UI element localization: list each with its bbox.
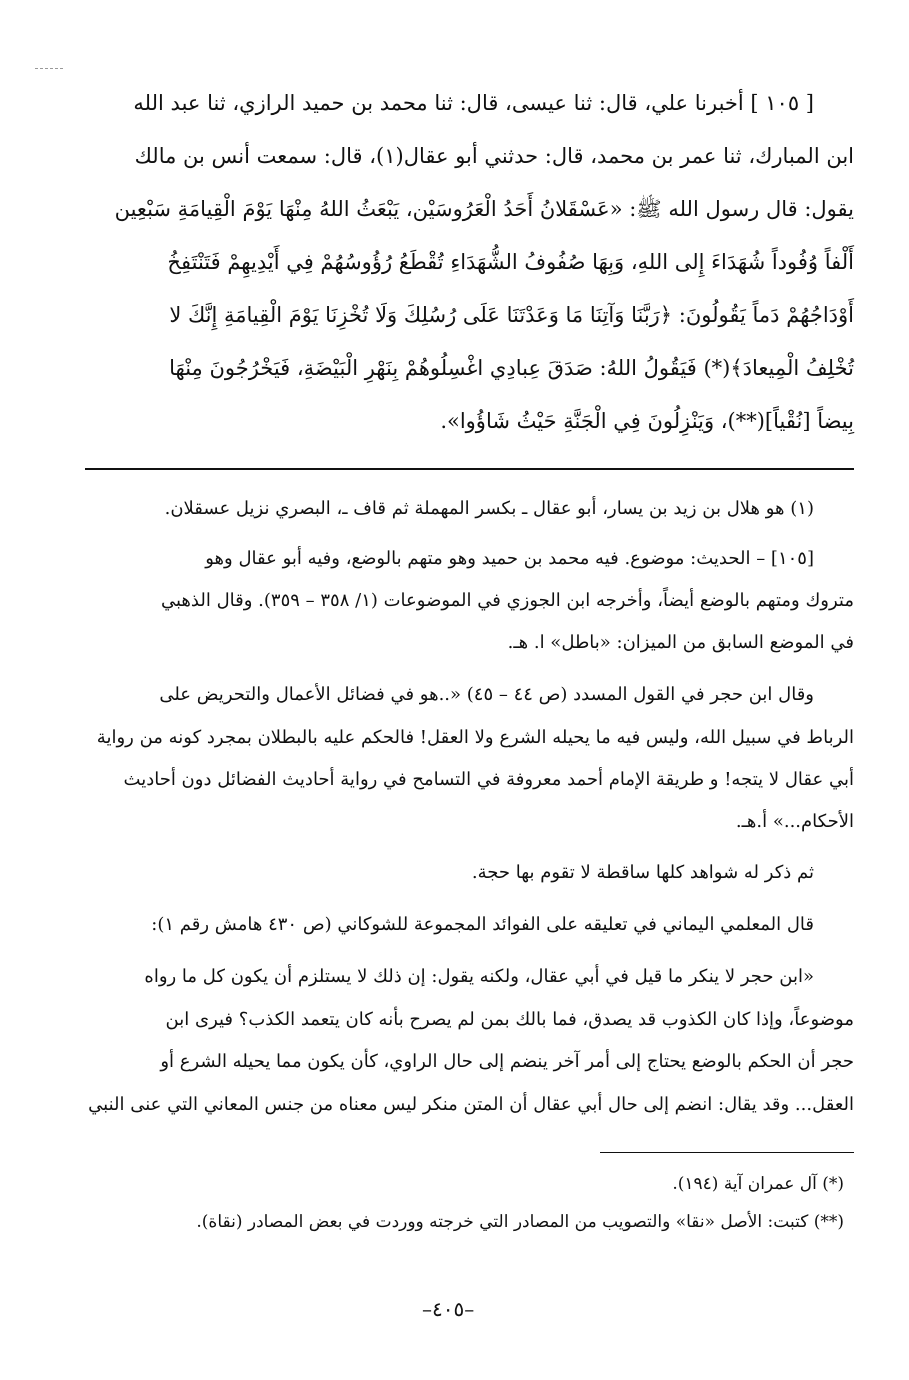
main-line-1: [ ١٠٥ ] أخبرنا علي، قال: ثنا عيسى، قال: ثنا محمد بن حميد الرازي، ثنا عبد الله	[133, 91, 814, 115]
main-line-4: أَلْفاً وُفُوداً شُهَدَاءَ إِلى اللهِ، وَبِهَا صُفُوفُ الشُّهَدَاءِ تُقْطَعُ رُؤُوسُهُمْ فِي أَيْدِيهِمْ فَتَنْتَفِخُ	[167, 250, 854, 274]
star-notes-separator	[600, 1152, 854, 1153]
main-line-7: بِيضاً [نُقْياً](**)، وَيَنْزِلُونَ فِي الْجَنَّةِ حَيْثُ شَاؤُوا».	[440, 409, 854, 433]
footnote-line: الأحكام...» أ.هـ.	[735, 811, 854, 832]
main-line-6: تُخْلِفُ الْمِيعادَ﴾(*) فَيَقُولُ اللهُ: صَدَقَ عِبادِي اغْسِلُوهُمْ بِنَهْرِ الْبَيْضَةِ، فَيَخْرُجُونَ مِنْهَا	[169, 356, 854, 380]
star-note-2: (**) كتبت: الأصل «نقا» والتصويب من المصادر التي خرجته ووردت في بعض المصادر (نقاة).	[196, 1212, 844, 1232]
main-line-3: يقول: قال رسول الله ﷺ: «عَسْقَلانُ أَحَدُ الْعَرُوسَيْن، يَبْعَثُ اللهُ مِنْهَا يَوْمَ الْقِيامَةِ سَبْعِين	[114, 197, 854, 221]
footnote-line: متروك ومتهم بالوضع أيضاً، وأخرجه ابن الجوزي في الموضوعات (١/ ٣٥٨ – ٣٥٩). وقال الذهبي	[160, 590, 854, 611]
footnote-line: الرباط في سبيل الله، وليس فيه ما يحيله الشرع ولا العقل! فالحكم عليه بالبطلان بمجرد كونه من رواية	[96, 727, 854, 748]
footnote-separator	[85, 468, 854, 470]
footnote-line: [١٠٥] – الحديث: موضوع. فيه محمد بن حميد وهو متهم بالوضع، وفيه أبو عقال وهو	[205, 548, 814, 569]
footnote-line: قال المعلمي اليماني في تعليقه على الفوائد المجموعة للشوكاني (ص ٤٣٠ هامش رقم ١):	[151, 914, 814, 935]
footnote-line: أبي عقال لا يتجه! و طريقة الإمام أحمد معروفة في التسامح في رواية أحاديث الفضائل دون أحاديث	[123, 769, 854, 790]
footnote-line: حجر أن الحكم بالوضع يحتاج إلى أمر آخر ينضم إلى حال الراوي، كأن يكون مما يحيله الشرع أو	[160, 1051, 854, 1072]
footnote-line: وقال ابن حجر في القول المسدد (ص ٤٤ – ٤٥) «..هو في فضائل الأعمال والتحريض على	[159, 684, 814, 705]
footnote-1: (١) هو هلال بن زيد بن يسار، أبو عقال ـ بكسر المهملة ثم قاف ـ، البصري نزيل عسقلان.	[164, 498, 814, 519]
footnote-line: «ابن حجر لا ينكر ما قيل في أبي عقال، ولكنه يقول: إن ذلك لا يستلزم أن يكون كل ما رواه	[144, 966, 814, 987]
main-line-2: ابن المبارك، ثنا عمر بن محمد، قال: حدثني أبو عقال(١)، قال: سمعت أنس بن مالك	[134, 144, 854, 168]
page-number: –٤٠٥–	[422, 1297, 475, 1321]
star-note-1: (*) آل عمران آية (١٩٤).	[672, 1174, 844, 1194]
footnote-line: موضوعاً، وإذا كان الكذوب قد يصدق، فما بالك بمن لم يصرح بأنه كان يتعمد الكذب؟ فيرى ابن	[165, 1009, 854, 1030]
main-line-5: أَوْدَاجُهُمْ دَماً يَقُولُونَ: ﴿رَبَّنَا وَآتِنَا مَا وَعَدْتَنَا عَلَى رُسُلِكَ وَلَا تُخْزِنَا يَوْمَ الْقِيامَةِ إِنَّكَ لا	[169, 303, 854, 327]
footnote-line: العقل... وقد يقال: انضم إلى حال أبي عقال أن المتن منكر ليس معناه من جنس المعاني التي عنى النبي	[88, 1094, 854, 1115]
footnote-line: في الموضع السابق من الميزان: «باطل» ا. هـ.	[507, 632, 854, 653]
footnote-line: ثم ذكر له شواهد كلها ساقطة لا تقوم بها حجة.	[471, 862, 814, 883]
scan-mark	[35, 68, 63, 69]
